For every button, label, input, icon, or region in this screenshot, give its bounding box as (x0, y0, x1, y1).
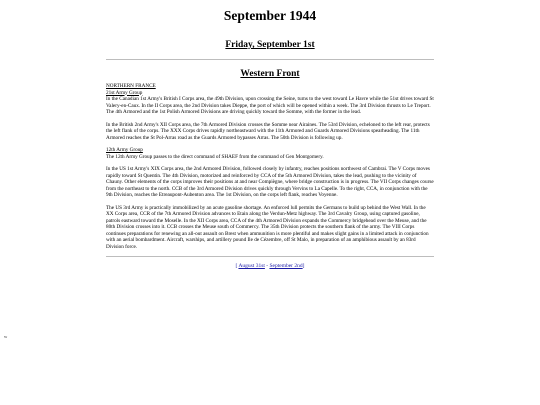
section-title: Western Front (240, 69, 300, 79)
army-group-heading-21: 21st Army Group (106, 89, 143, 96)
region-heading: NORTHERN FRANCE (106, 83, 156, 89)
prev-day-link[interactable]: August 31st (238, 263, 265, 269)
group-block-21 (106, 83, 434, 116)
date-subtitle: Friday, September 1st (225, 40, 315, 50)
paragraph-2: In the British 2nd Army's XII Corps area, the 7th Armored Division crosses the Somme near Airaines. The 53rd Division, echeloned to the left rear, protects the left flank of the corps. The XXX Corps drives rapidly northeastward with the 11th Armored and Guards Armored Divisions spearheading. The 11th Armored reaches the St Pol-Arras road as the Guards Armored bypasses Arras. The 50th Division is following up. (106, 121, 430, 141)
stray-mark: w (4, 334, 8, 339)
paragraph-5: The US 3rd Army is practically immobilized by an acute gasoline shortage. An enforced lull permits the Germans to build up behind the West Wall. In the XX Corps area, CCR of the 7th Armored Division advances to Etain along the Verdun-Metz highway. The 3rd Cavalry Group, using captured gasoline, patrols eastward toward the Moselle. In the XII Corps area, CCA of the 4th Armored Division expands the Commercy bridgehead over the Meuse, and the 80th Division crosses into it. CCB crosses the Meuse south of Commercy. The 35th Division protects the southern flank of the army. The VIII Corps continues preparations for renewing an all-out assault on Brest when ammunition is more plentiful and makes slight gains in a limited attack in conjunction with an aerial bombardment. Aircraft, warships, and artillery pound Ile de Cézembre, off St Malo, in preparation of an amphibious assault by an 83rd Division force. (106, 204, 429, 250)
page-content (106, 8, 434, 270)
bottom-divider (106, 256, 434, 257)
page-title: September 1944 (223, 8, 317, 23)
next-day-link[interactable]: September 2nd (269, 263, 303, 269)
day-navigation (106, 263, 434, 270)
army-group-heading-12: 12th Army Group (106, 147, 143, 153)
nav-separator: - (264, 263, 270, 269)
nav-open-bracket: [ (235, 263, 239, 269)
article-body (106, 83, 434, 250)
top-divider (106, 59, 434, 60)
paragraph-4: In the US 1st Army's XIX Corps area, the 2nd Armored Division, followed closely by infantry, reaches positions northwest of Cambrai. The V Corps moves rapidly toward St Quentin. The 4th Division, motorized and reinforced by CCA of the 5th Armored Division, takes the lead, pushing to the vicinity of Chauny. Other elements of the corps improves their positions at and near Compiègne, where bridge construction is in progress. The VII Corps changes course from the northeast to the north. CCB of the 3rd Armored Division drives quickly through Vervins to La Capelle. To the right, CCA, in conjunction with the 9th Division, reaches the Etreaupont-Aubenton area. The 1st Division, on the corps left flank, reaches Voyenne. (106, 166, 434, 198)
nav-close-bracket: ] (302, 263, 305, 269)
paragraph-3: The 12th Army Group passes to the direct command of SHAEF from the command of Gen Montgomery. (106, 153, 324, 160)
group-block-12 (106, 147, 434, 160)
paragraph-1: In the Canadian 1st Army's British I Corps area, the 49th Division, upon crossing the Seine, turns to the west toward Le Havre while the 51st drives toward St Valery-en-Caux. In the II Corps area, the 2nd Division takes Dieppe, the port of which will be opened within a week. The 3rd Division thrusts to Le Treport. The 4th Armored and the 1st Polish Armored Divisions are driving quickly toward the Somme, with the former in the lead. (106, 96, 434, 115)
